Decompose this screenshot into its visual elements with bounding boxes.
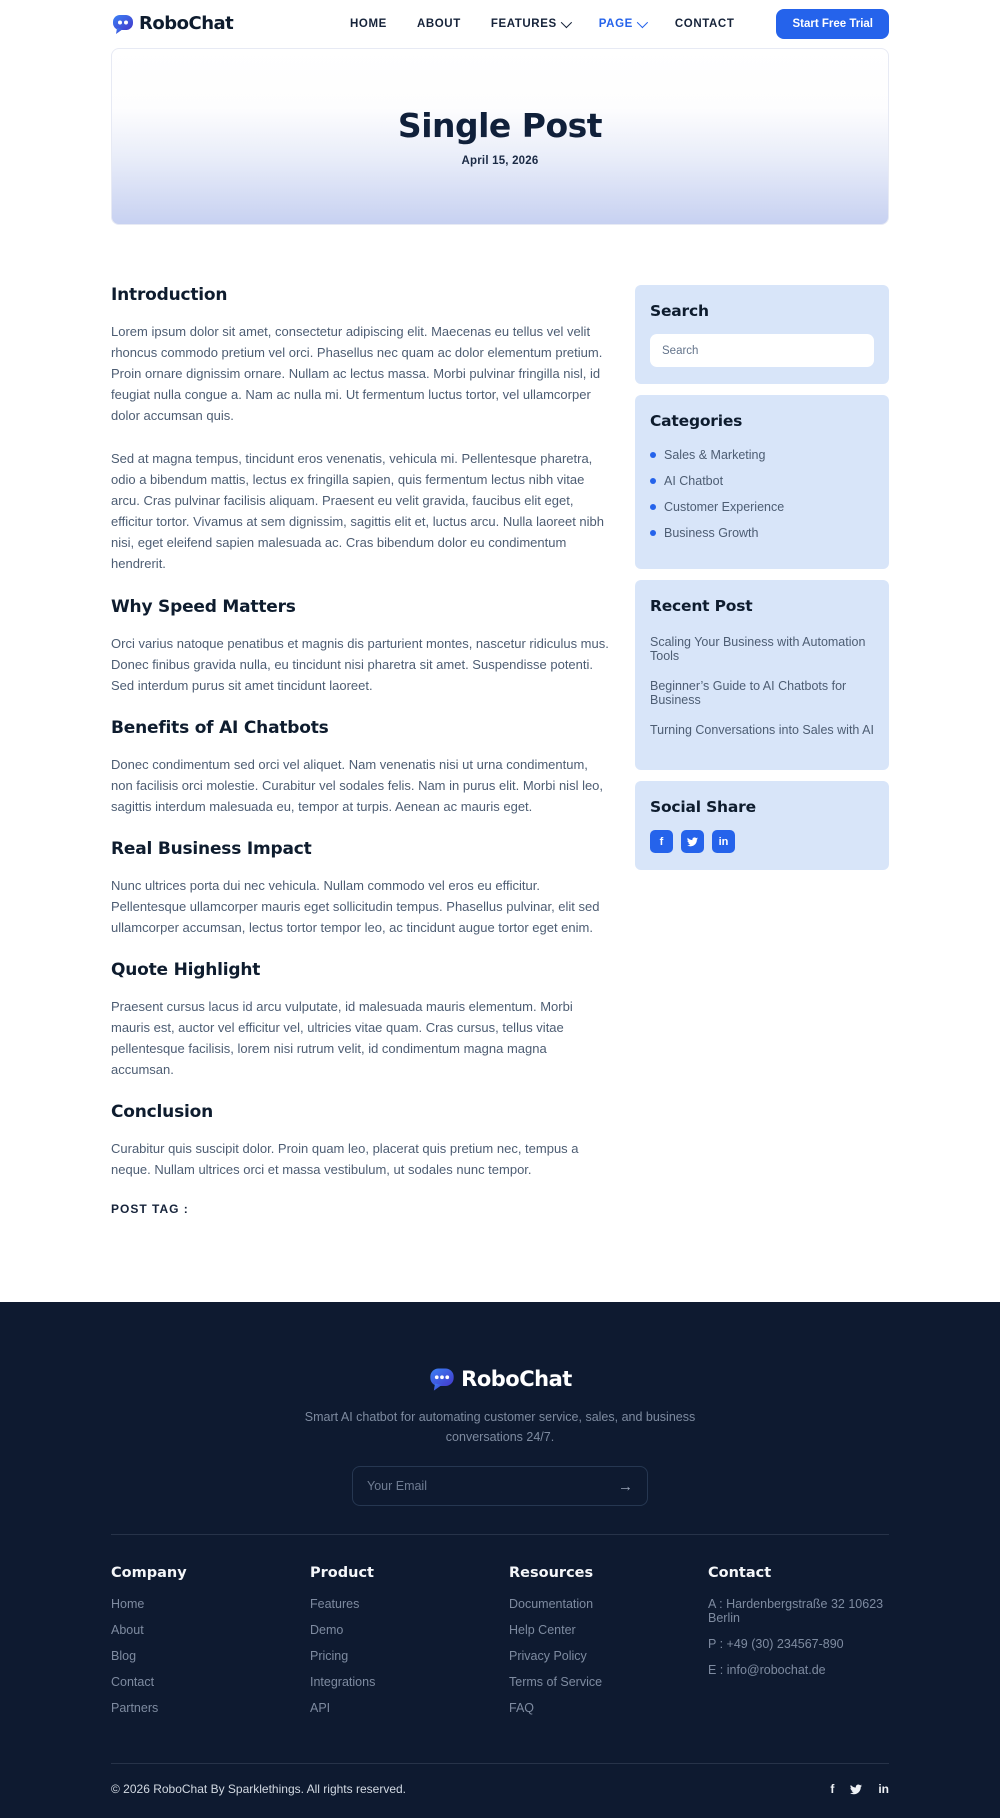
footer-divider xyxy=(111,1534,889,1535)
paragraph: Lorem ipsum dolor sit amet, consectetur adipiscing elit. Maecenas eu tellus vel velit rhoncus commodo pretium vel orci. Phasellus nec quam ac dolor elementum pretium. Proin ornare dignissim ornare. Nullam ac lectus massa. Morbi pulvinar fringilla nisl, id feugiat nulla congue a. Nam ac nulla mi. Ut fermentum luctus tortor, vel ullamcorper dolor accumsan quis. xyxy=(111,324,603,424)
footer-columns xyxy=(111,1565,889,1727)
footer-link-faq[interactable]: FAQ xyxy=(509,1701,535,1716)
footer-col-title: Product xyxy=(310,1565,374,1582)
social-share-row xyxy=(650,830,874,853)
facebook-share-icon[interactable]: f xyxy=(650,830,673,853)
section-heading: Benefits of AI Chatbots xyxy=(111,717,329,738)
linkedin-share-icon[interactable]: in xyxy=(712,830,735,853)
twitter-icon[interactable] xyxy=(850,1783,862,1795)
article xyxy=(111,285,610,1216)
footer-link-privacy-policy[interactable]: Privacy Policy xyxy=(509,1649,587,1664)
logo[interactable] xyxy=(111,12,233,36)
footer xyxy=(0,1302,1000,1818)
hero-banner xyxy=(111,48,889,225)
footer-col-title: Contact xyxy=(708,1565,772,1582)
category-customer-experience[interactable]: Customer Experience xyxy=(650,500,874,514)
section-heading: Real Business Impact xyxy=(111,838,312,859)
footer-link-terms[interactable]: Terms of Service xyxy=(509,1675,603,1690)
section-benefits xyxy=(111,718,610,817)
search-title: Search xyxy=(650,302,709,320)
footer-link-blog[interactable]: Blog xyxy=(111,1649,137,1664)
category-sales-marketing[interactable]: Sales & Marketing xyxy=(650,448,874,462)
nav-page[interactable]: PAGE xyxy=(599,18,645,30)
footer-link-home[interactable]: Home xyxy=(111,1597,145,1612)
categories-title: Categories xyxy=(650,412,743,430)
footer-link-help-center[interactable]: Help Center xyxy=(509,1623,576,1638)
main-nav xyxy=(350,9,889,39)
footer-phone: P : +49 (30) 234567-890 xyxy=(708,1637,844,1652)
nav-about[interactable]: ABOUT xyxy=(416,17,461,30)
newsletter-submit-arrow-icon[interactable]: → xyxy=(618,1477,633,1495)
search-card xyxy=(635,285,889,384)
footer-bottom-bar xyxy=(111,1763,889,1818)
copyright-text: © 2026 RoboChat By Sparklethings. All rights reserved. xyxy=(111,1782,406,1797)
footer-description: Smart AI chatbot for automating customer service, sales, and business conversations 24/7. xyxy=(304,1410,696,1445)
section-why-speed-matters xyxy=(111,597,610,696)
robochat-logo-icon xyxy=(428,1365,456,1393)
search-input[interactable] xyxy=(650,334,874,367)
recent-posts-list xyxy=(650,635,874,737)
social-share-title: Social Share xyxy=(650,798,756,816)
section-quote-highlight xyxy=(111,960,610,1080)
section-heading: Conclusion xyxy=(111,1102,213,1123)
paragraph: Curabitur quis suscipit dolor. Proin quam leo, placerat quis pretium nec, tempus a neque. Nullam ultrices orci et massa vestibulum, ut sodales nunc tempor. xyxy=(111,1141,579,1178)
section-introduction xyxy=(111,285,610,575)
recent-post-link[interactable]: Scaling Your Business with Automation Tools xyxy=(650,635,866,663)
paragraph: Praesent cursus lacus id arcu vulputate, id malesuada mauris elementum. Morbi mauris est, auctor vel efficitur vel, ultricies vitae quam. Cras cursus, tellus vitae pellentesque facilisis, lorem nisi rutrum velit, id condimentum magna magna accumsan. xyxy=(111,998,573,1078)
post-date: April 15, 2026 xyxy=(461,155,539,167)
footer-col-title: Company xyxy=(111,1565,187,1582)
sidebar xyxy=(635,285,889,881)
footer-link-api[interactable]: API xyxy=(310,1701,331,1716)
section-conclusion xyxy=(111,1102,610,1180)
section-heading: Why Speed Matters xyxy=(111,596,296,617)
footer-col-title: Resources xyxy=(509,1565,594,1582)
start-free-trial-button[interactable]: Start Free Trial xyxy=(776,9,889,39)
chevron-down-icon xyxy=(637,16,648,27)
section-real-business-impact xyxy=(111,839,610,938)
social-share-card xyxy=(635,781,889,870)
footer-col-resources xyxy=(509,1565,708,1727)
footer-link-contact[interactable]: Contact xyxy=(111,1675,155,1690)
twitter-share-icon[interactable] xyxy=(681,830,704,853)
robochat-logo-icon xyxy=(111,12,135,36)
footer-link-integrations[interactable]: Integrations xyxy=(310,1675,376,1690)
footer-link-about[interactable]: About xyxy=(111,1623,144,1638)
main-content xyxy=(111,285,889,1216)
categories-card xyxy=(635,395,889,569)
footer-socials xyxy=(830,1782,889,1796)
recent-posts-title: Recent Post xyxy=(650,597,753,615)
section-heading: Quote Highlight xyxy=(111,959,261,980)
nav-home[interactable]: HOME xyxy=(350,17,387,30)
nav-contact[interactable]: CONTACT xyxy=(674,17,735,30)
footer-address: A : Hardenbergstraße 32 10623 Berlin xyxy=(708,1597,884,1626)
email-input[interactable] xyxy=(367,1479,618,1493)
footer-logo[interactable] xyxy=(0,1365,1000,1393)
bullet-icon xyxy=(650,530,656,536)
category-business-growth[interactable]: Business Growth xyxy=(650,526,874,540)
post-tag-label: POST TAG : xyxy=(111,1202,189,1217)
footer-logo-text: RoboChat xyxy=(461,1367,572,1392)
footer-link-features[interactable]: Features xyxy=(310,1597,360,1612)
header xyxy=(0,0,1000,47)
recent-posts-card xyxy=(635,580,889,770)
footer-link-pricing[interactable]: Pricing xyxy=(310,1649,349,1664)
footer-col-company xyxy=(111,1565,310,1727)
footer-col-product xyxy=(310,1565,509,1727)
paragraph: Sed at magna tempus, tincidunt eros venenatis, vehicula mi. Pellentesque pharetra, odio a bibendum mattis, lectus ex fringilla sapien, quis fermentum lectus nibh vitae arcu. Cras pulvinar facilisis aliquam. Praesent eu velit gravida, faucibus elit eget, efficitur tortor. Vivamus at sem dignissim, sagittis elit et, luctus arcu. Nulla laoreet nibh nisi, eget eleifend sapien malesuada ac. Cras bibendum dolor eu condimentum hendrerit. xyxy=(111,451,605,572)
bullet-icon xyxy=(650,504,656,510)
paragraph: Orci varius natoque penatibus et magnis dis parturient montes, nascetur ridiculus mus. Donec finibus gravida nulla, eu tincidunt nisi pharetra sit amet. Suspendisse potenti. Sed interdum purus sit amet tincidunt laoreet. xyxy=(111,635,609,693)
facebook-icon[interactable]: f xyxy=(830,1782,835,1797)
linkedin-icon[interactable]: in xyxy=(878,1782,889,1797)
chevron-down-icon xyxy=(561,16,572,27)
footer-email: E : info@robochat.de xyxy=(708,1663,826,1678)
category-ai-chatbot[interactable]: AI Chatbot xyxy=(650,474,874,488)
section-heading: Introduction xyxy=(111,285,228,305)
categories-list xyxy=(650,448,874,540)
recent-post-link[interactable]: Turning Conversations into Sales with AI xyxy=(650,723,874,737)
nav-features[interactable]: FEATURES xyxy=(491,18,569,30)
bullet-icon xyxy=(650,478,656,484)
recent-post-link[interactable]: Beginner’s Guide to AI Chatbots for Business xyxy=(650,679,847,707)
paragraph: Donec condimentum sed orci vel aliquet. Nam venenatis nisi ut urna condimentum, non facilisis orci molestie. Curabitur vel sodales felis. Nam in purus elit. Morbi nisl leo, sagittis interdum malesuada eu, tempor at turpis. Aenean ac mauris eget. xyxy=(111,756,604,814)
footer-link-demo[interactable]: Demo xyxy=(310,1623,344,1638)
logo-text: RoboChat xyxy=(139,13,234,34)
footer-col-contact xyxy=(708,1565,889,1727)
newsletter-form xyxy=(352,1466,648,1506)
paragraph: Nunc ultrices porta dui nec vehicula. Nullam commodo vel eros eu efficitur. Pellentesque ullamcorper mauris eget sollicitudin tempus. Phasellus pulvinar, elit sed ullamcorper accumsan, lectus tortor tempor leo, ac tincidunt augue tortor eget enim. xyxy=(111,877,600,935)
footer-link-documentation[interactable]: Documentation xyxy=(509,1597,594,1612)
footer-link-partners[interactable]: Partners xyxy=(111,1701,159,1716)
bullet-icon xyxy=(650,452,656,458)
page-title: Single Post xyxy=(397,106,603,145)
